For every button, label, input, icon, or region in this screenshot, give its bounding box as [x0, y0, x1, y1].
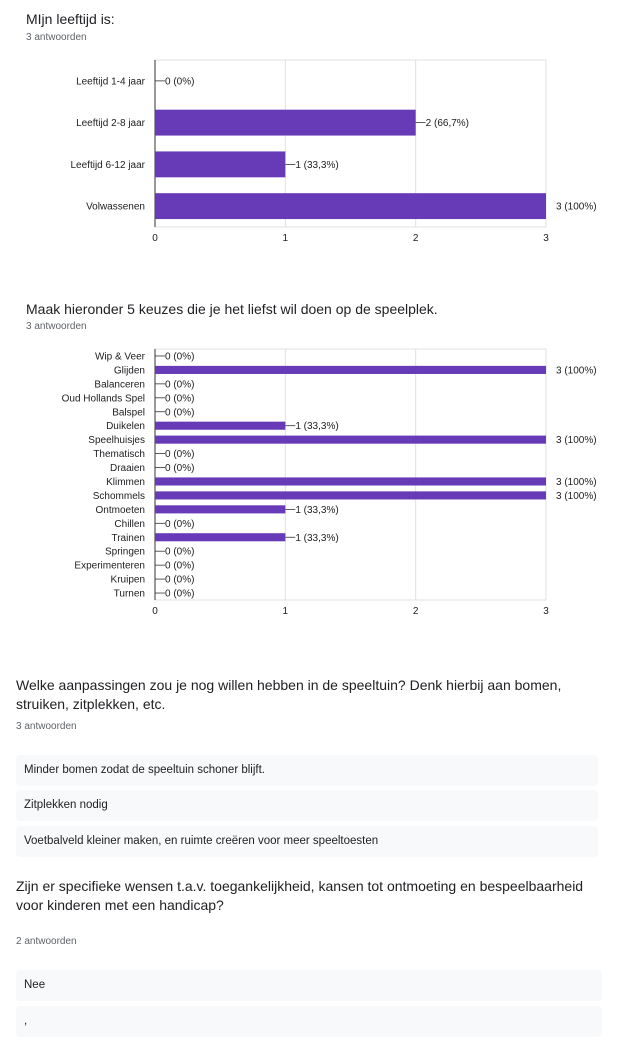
- data-label: 0 (0%): [165, 560, 195, 572]
- bar: [155, 491, 546, 499]
- data-label: 1 (33,3%): [295, 421, 339, 433]
- q2-response-count: 3 antwoorden: [26, 321, 87, 332]
- category-label: Draaien: [109, 463, 145, 475]
- category-label: Springen: [104, 546, 145, 558]
- data-label: 0 (0%): [165, 449, 195, 461]
- category-label: Thematisch: [93, 449, 145, 461]
- x-tick-label: 3: [543, 233, 549, 244]
- data-label: 0 (0%): [165, 351, 195, 363]
- category-label: Leeftijd 1-4 jaar: [76, 76, 145, 88]
- bar: [155, 422, 285, 430]
- plot-frame: [155, 349, 546, 600]
- category-label: Volwassenen: [86, 201, 145, 213]
- category-label: Chillen: [114, 518, 145, 530]
- x-tick-label: 1: [282, 233, 289, 244]
- data-label: 0 (0%): [165, 518, 195, 530]
- category-label: Leeftijd 2-8 jaar: [76, 118, 145, 130]
- category-label: Trainen: [111, 532, 145, 544]
- x-tick-label: 2: [412, 606, 419, 617]
- bar: [155, 436, 546, 444]
- data-label: 3 (100%): [556, 476, 597, 488]
- q1-title: MIjn leeftijd is:: [26, 11, 115, 27]
- q1-response-count: 3 antwoorden: [26, 32, 87, 43]
- category-label: Wip & Veer: [94, 351, 145, 363]
- x-tick-label: 1: [282, 606, 289, 617]
- x-tick-label: 0: [152, 606, 158, 617]
- data-label: 3 (100%): [556, 365, 597, 377]
- bar: [155, 505, 285, 513]
- q4-title: Zijn er specifieke wensen t.a.v. toegankelijkheid, kansen tot ontmoeting en bespeelbaarheid voor kinderen met een handicap?: [16, 878, 584, 913]
- data-label: 0 (0%): [165, 379, 195, 391]
- category-label: Speelhuisjes: [88, 435, 145, 447]
- data-label: 3 (100%): [556, 490, 597, 502]
- category-label: Glijden: [113, 365, 145, 377]
- q4-answer-1: Nee: [16, 970, 602, 1001]
- data-label: 0 (0%): [165, 393, 195, 405]
- data-label: 0 (0%): [165, 463, 195, 475]
- bar: [155, 533, 285, 541]
- x-tick-label: 0: [152, 233, 158, 244]
- category-label: Turnen: [113, 588, 145, 600]
- data-label: 0 (0%): [165, 588, 195, 600]
- q3-response-count: 3 antwoorden: [16, 721, 77, 732]
- data-label: 0 (0%): [165, 407, 195, 419]
- data-label: 3 (100%): [556, 201, 597, 213]
- data-label: 3 (100%): [556, 435, 597, 447]
- x-tick-label: 2: [412, 233, 419, 244]
- category-label: Schommels: [92, 490, 145, 502]
- category-label: Leeftijd 6-12 jaar: [70, 159, 145, 171]
- category-label: Klimmen: [106, 476, 145, 488]
- data-label: 1 (33,3%): [295, 504, 339, 516]
- category-label: Experimenteren: [74, 560, 145, 572]
- q4-answer-2: ,: [16, 1006, 602, 1037]
- category-label: Kruipen: [110, 574, 145, 586]
- data-label: 0 (0%): [165, 574, 195, 586]
- category-label: Ontmoeten: [95, 504, 145, 516]
- data-label: 2 (66,7%): [425, 118, 470, 130]
- q2-title: Maak hieronder 5 keuzes die je het liefst wil doen op de speelplek.: [26, 301, 438, 317]
- bar: [155, 366, 546, 374]
- x-tick-label: 3: [543, 606, 549, 617]
- data-label: 0 (0%): [165, 76, 195, 88]
- bar: [155, 477, 546, 485]
- category-label: Duikelen: [106, 421, 145, 433]
- data-label: 0 (0%): [165, 546, 195, 558]
- q3-answer-3: Voetbalveld kleiner maken, en ruimte creëren voor meer speeltoesten: [16, 826, 598, 857]
- q3-answer-1: Minder bomen zodat de speeltuin schoner blijft.: [16, 755, 598, 786]
- data-label: 1 (33,3%): [295, 159, 339, 171]
- q3-answer-2: Zitplekken nodig: [16, 790, 598, 821]
- category-label: Balspel: [112, 407, 145, 419]
- category-label: Oud Hollands Spel: [61, 393, 145, 405]
- q3-title: Welke aanpassingen zou je nog willen hebben in de speeltuin? Denk hierbij aan bomen, struiken, zitplekken, etc.: [16, 677, 562, 712]
- data-label: 1 (33,3%): [295, 532, 339, 544]
- category-label: Balanceren: [94, 379, 145, 391]
- q4-response-count: 2 antwoorden: [16, 936, 77, 947]
